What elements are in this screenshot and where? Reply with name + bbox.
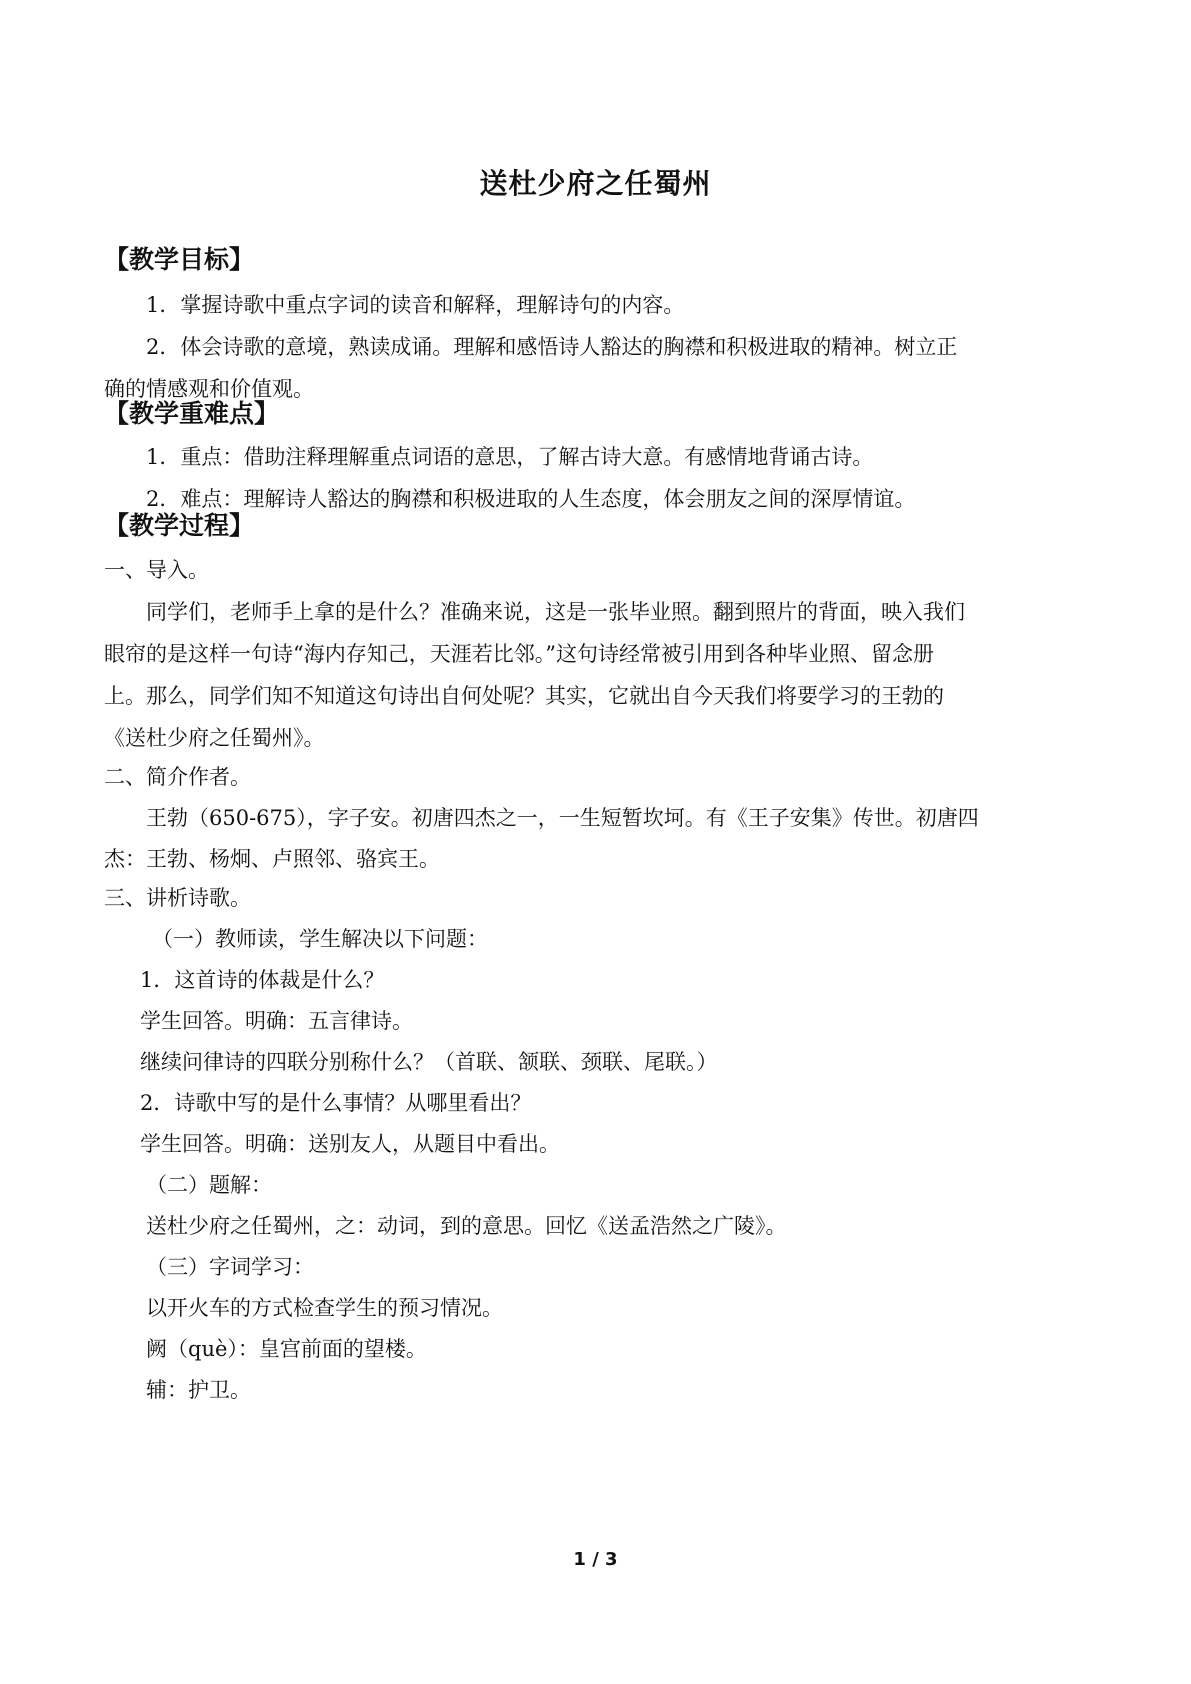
process-line: 2．诗歌中写的是什么事情？从哪里看出？ [140, 1091, 532, 1115]
process-line: 以开火车的方式检查学生的预习情况。 [146, 1296, 503, 1320]
process-line: 学生回答。明确：五言律诗。 [140, 1009, 413, 1033]
process-line: 同学们，老师手上拿的是什么？准确来说，这是一张毕业照。翻到照片的背面，映入我们 [146, 600, 965, 624]
process-line: 三、讲析诗歌。 [104, 886, 251, 910]
objective-item: 1．掌握诗歌中重点字词的读音和解释，理解诗句的内容。 [146, 293, 685, 317]
process-line: （一）教师读，学生解决以下问题： [152, 927, 488, 951]
process-heading: 【教学过程】 [104, 511, 255, 540]
process-line: 1．这首诗的体裁是什么？ [140, 968, 385, 992]
objective-item-continuation: 确的情感观和价值观。 [104, 377, 314, 401]
document-title: 送杜少府之任蜀州 [479, 167, 712, 200]
objective-item: 2．体会诗歌的意境，熟读成诵。理解和感悟诗人豁达的胸襟和积极进取的精神。树立正 [146, 335, 958, 359]
process-line: 送杜少府之任蜀州，之：动词，到的意思。回忆《送孟浩然之广陵》。 [146, 1214, 787, 1238]
process-line: 阙（què）：皇宫前面的望楼。 [146, 1337, 427, 1361]
key-point-item: 2．难点：理解诗人豁达的胸襟和积极进取的人生态度，体会朋友之间的深厚情谊。 [146, 487, 916, 511]
process-line: 继续问律诗的四联分别称什么？（首联、颔联、颈联、尾联。） [140, 1050, 718, 1074]
key-point-item: 1．重点：借助注释理解重点词语的意思，了解古诗大意。有感情地背诵古诗。 [146, 445, 874, 469]
process-line: 杰：王勃、杨炯、卢照邻、骆宾王。 [104, 847, 440, 871]
process-line: （三）字词学习： [146, 1255, 314, 1279]
process-line: 学生回答。明确：送别友人，从题目中看出。 [140, 1132, 560, 1156]
process-line: （二）题解： [146, 1173, 272, 1197]
process-line: 辅：护卫。 [146, 1378, 251, 1402]
process-line: 王勃（650-675），字子安。初唐四杰之一，一生短暂坎坷。有《王子安集》传世。初唐四 [146, 806, 979, 830]
process-line: 上。那么，同学们知不知道这句诗出自何处呢？其实，它就出自今天我们将要学习的王勃的 [104, 684, 944, 708]
process-line: 一、导入。 [104, 558, 209, 582]
process-line: 《送杜少府之任蜀州》。 [104, 726, 325, 750]
key-points-heading: 【教学重难点】 [104, 399, 280, 428]
objectives-heading: 【教学目标】 [104, 245, 255, 274]
process-line: 二、简介作者。 [104, 765, 251, 789]
process-line: 眼帘的是这样一句诗“海内存知己，天涯若比邻。”这句诗经常被引用到各种毕业照、留念册 [104, 642, 934, 666]
page-number: 1 / 3 [573, 1549, 618, 1570]
